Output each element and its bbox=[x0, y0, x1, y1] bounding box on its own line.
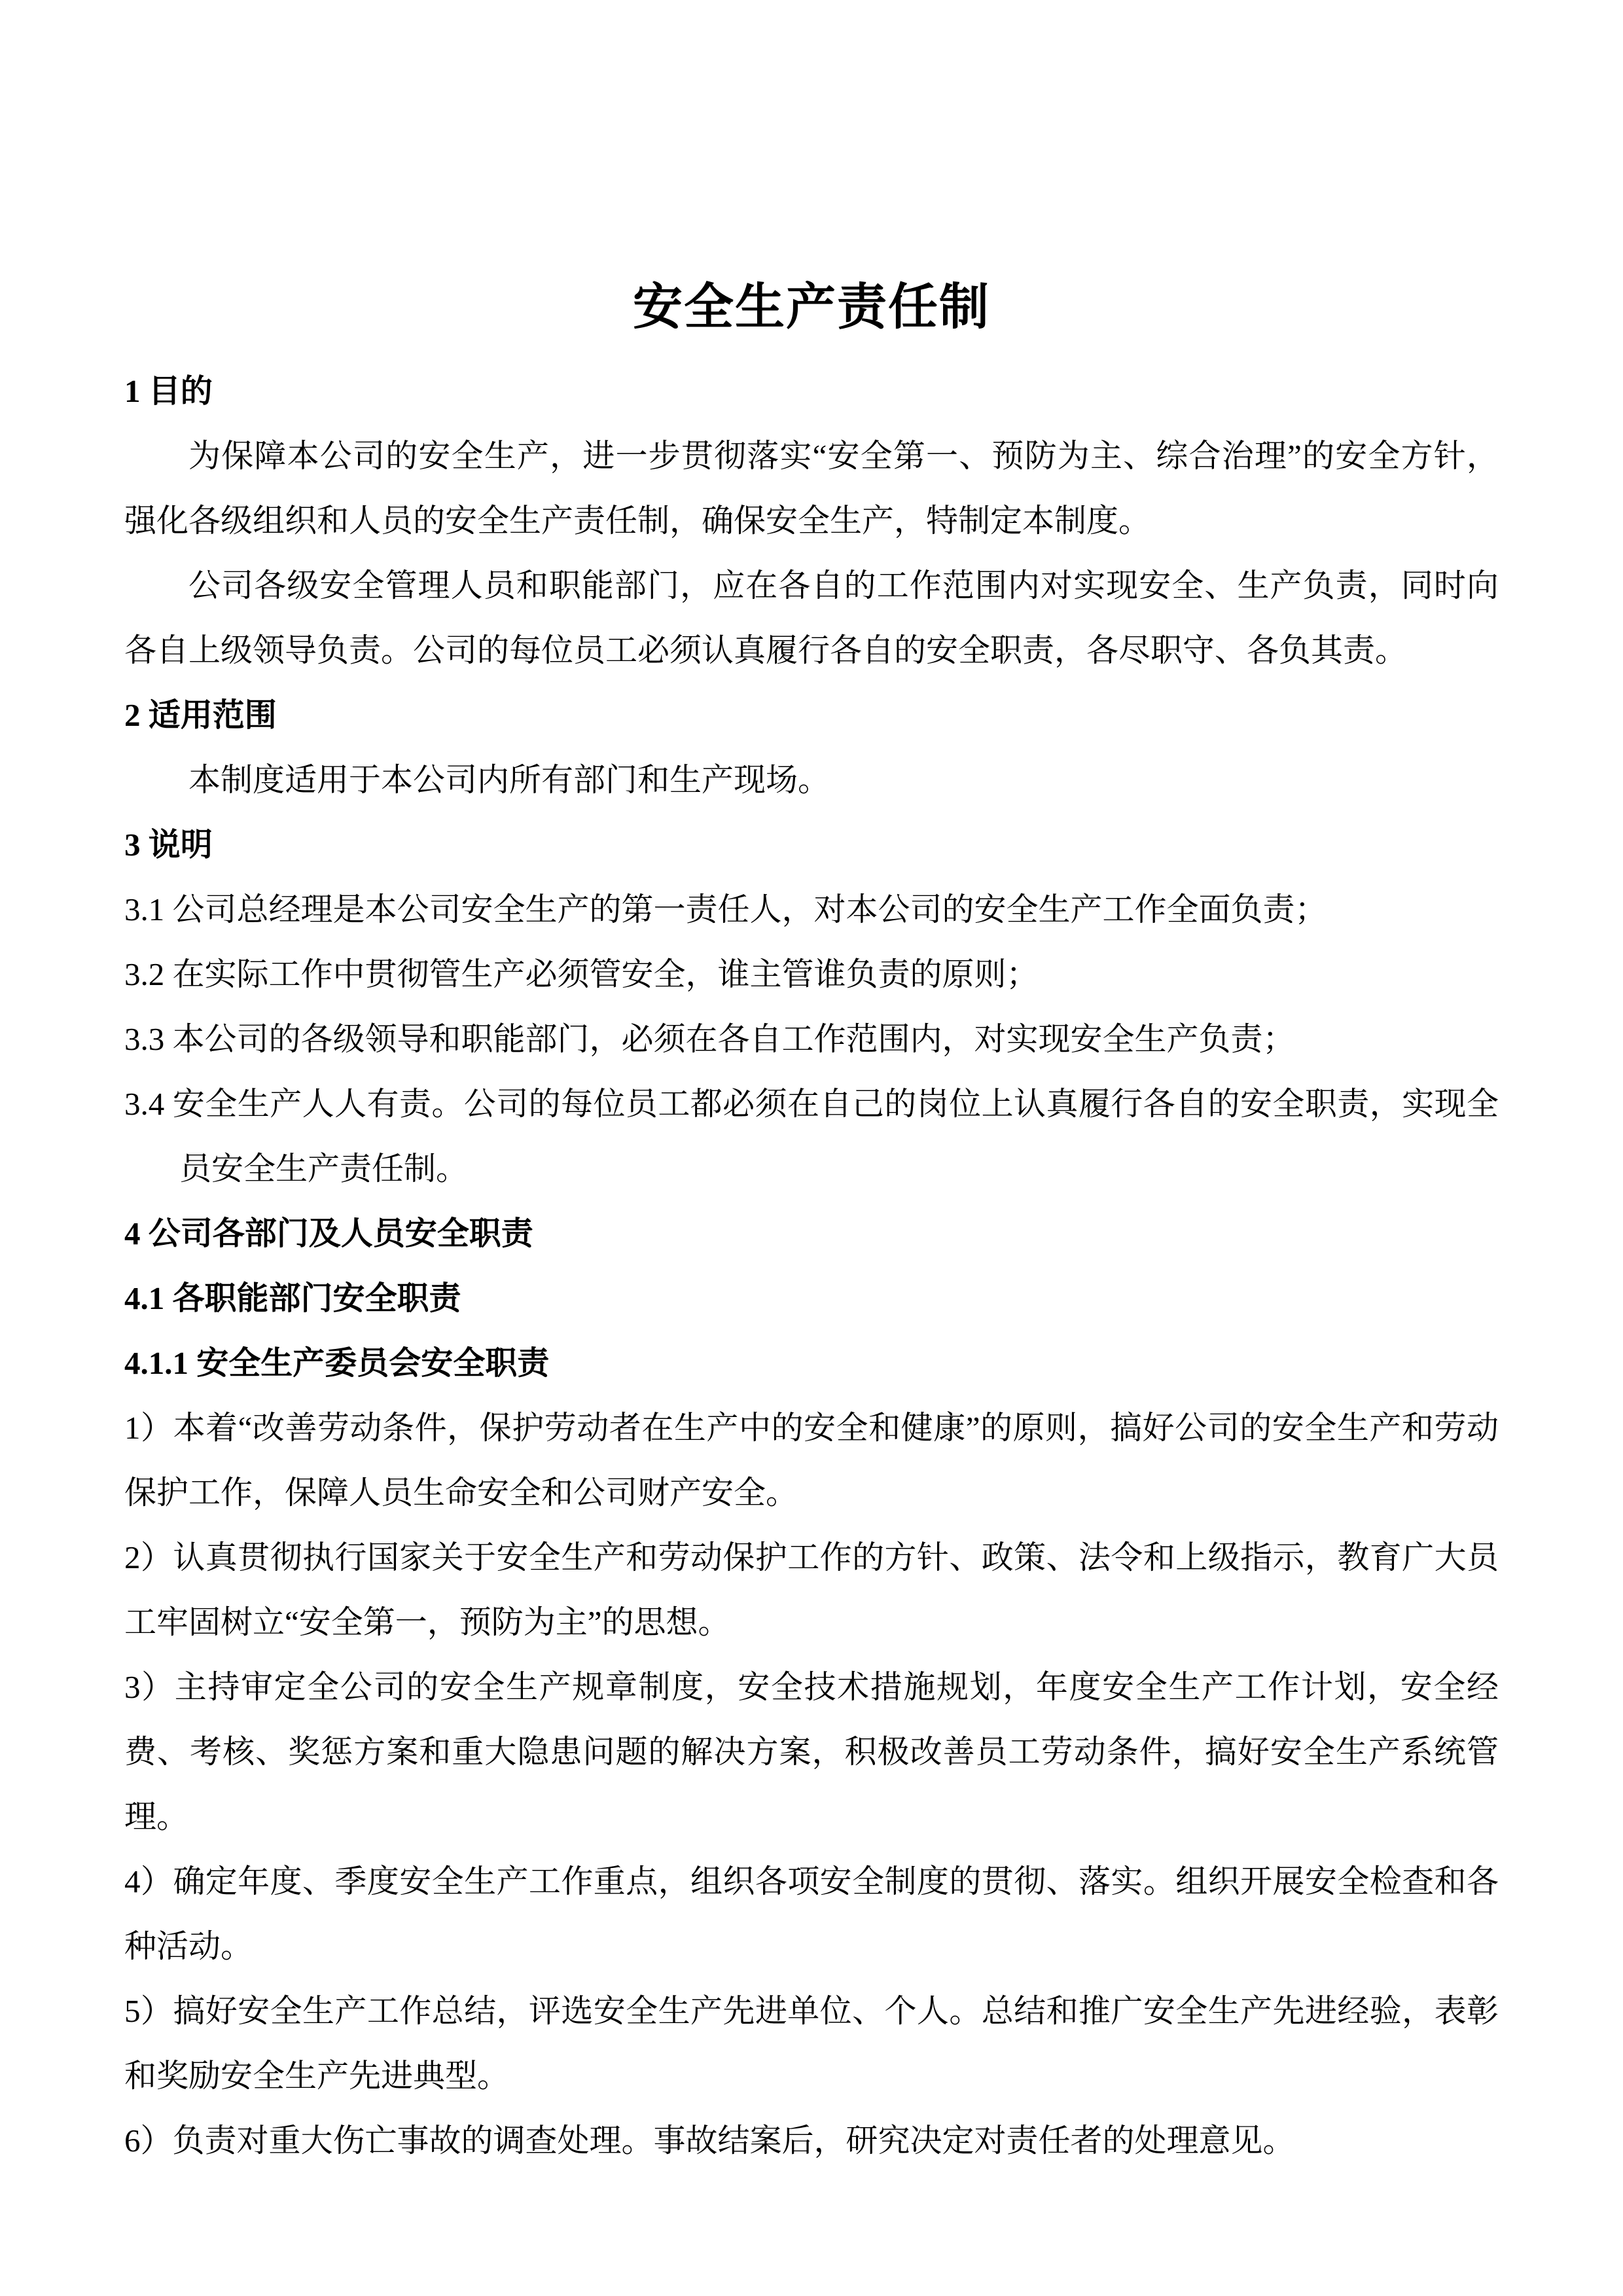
subsection-heading-safety-committee: 4.1.1 安全生产委员会安全职责 bbox=[124, 1345, 550, 1381]
numbered-item: 4）确定年度、季度安全生产工作重点，组织各项安全制度的贯彻、落实。组织开展安全检查和各种活动。 bbox=[124, 1863, 1499, 1964]
section-heading-purpose: 1 目的 bbox=[124, 373, 213, 409]
numbered-item: 6）负责对重大伤亡事故的调查处理。事故结案后，研究决定对责任者的处理意见。 bbox=[124, 2123, 1295, 2159]
document-content bbox=[124, 262, 1499, 2173]
section-heading-responsibilities: 4 公司各部门及人员安全职责 bbox=[124, 1215, 533, 1251]
section-heading-explanation: 3 说明 bbox=[124, 827, 213, 863]
numbered-item: 1）本着“改善劳动条件，保护劳动者在生产中的安全和健康”的原则，搞好公司的安全生产和劳动保护工作，保障人员生命安全和公司财产安全。 bbox=[124, 1410, 1499, 1511]
paragraph: 为保障本公司的安全生产，进一步贯彻落实“安全第一、预防为主、综合治理”的安全方针，强化各级组织和人员的安全生产责任制，确保安全生产，特制定本制度。 bbox=[124, 438, 1499, 539]
numbered-item: 2）认真贯彻执行国家关于安全生产和劳动保护工作的方针、政策、法令和上级指示，教育广大员工牢固树立“安全第一，预防为主”的思想。 bbox=[124, 1539, 1499, 1640]
subsection-heading-functional-departments: 4.1 各职能部门安全职责 bbox=[124, 1280, 461, 1316]
numbered-item: 5）搞好安全生产工作总结，评选安全生产先进单位、个人。总结和推广安全生产先进经验，表彰和奖励安全生产先进典型。 bbox=[124, 1993, 1499, 2094]
document-title: 安全生产责任制 bbox=[633, 280, 990, 335]
clause-item: 3.4 安全生产人人有责。公司的每位员工都必须在自己的岗位上认真履行各自的安全职责，实现全员安全生产责任制。 bbox=[124, 1086, 1499, 1187]
paragraph: 公司各级安全管理人员和职能部门，应在各自的工作范围内对实现安全、生产负责，同时向各自上级领导负责。公司的每位员工必须认真履行各自的安全职责，各尽职守、各负其责。 bbox=[124, 567, 1499, 668]
clause-item: 3.3 本公司的各级领导和职能部门，必须在各自工作范围内，对实现安全生产负责； bbox=[124, 1021, 1295, 1057]
section-heading-scope: 2 适用范围 bbox=[124, 697, 277, 733]
numbered-item: 3）主持审定全公司的安全生产规章制度，安全技术措施规划，年度安全生产工作计划，安全经费、考核、奖惩方案和重大隐患问题的解决方案，积极改善员工劳动条件，搞好安全生产系统管理。 bbox=[124, 1669, 1499, 1835]
paragraph: 本制度适用于本公司内所有部门和生产现场。 bbox=[188, 762, 830, 798]
clause-item: 3.2 在实际工作中贯彻管生产必须管安全，谁主管谁负责的原则； bbox=[124, 956, 1039, 992]
clause-item: 3.1 公司总经理是本公司安全生产的第一责任人，对本公司的安全生产工作全面负责； bbox=[124, 891, 1327, 927]
